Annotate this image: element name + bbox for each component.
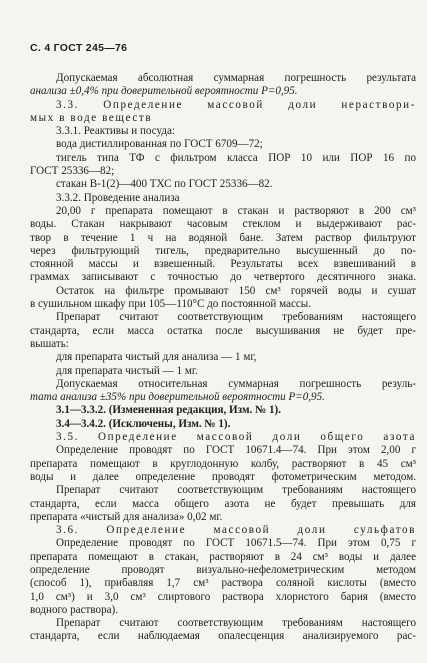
text-line: Определение проводят по ГОСТ 10671.5—74. При этом 0,75 г bbox=[56, 537, 416, 550]
text-line: твор в течение 1 ч на водяной бане. Затем раствор фильтруют bbox=[30, 231, 416, 244]
text-line: анализа ±0,4% при доверительной вероятности P=0,95. bbox=[30, 85, 298, 98]
text-line: в сушильном шкафу при 105—110°С до постоянной массы. bbox=[30, 298, 312, 311]
text-line: определение проводят визуально-нефелометрическим методом bbox=[30, 563, 416, 576]
document-body bbox=[30, 72, 416, 644]
text-line: ГОСТ 25336—82; bbox=[30, 165, 115, 178]
text-line: Препарат считают соответствующим требованиям настоящего bbox=[56, 617, 416, 630]
text-line: через фильтрующий тигель, предварительно высушенный до по- bbox=[30, 244, 416, 257]
text-line: 3.3.1. Реактивы и посуда: bbox=[56, 125, 175, 138]
text-line: (способ 1), прибавляя 1,7 см³ раствора соляной кислоты (вместо bbox=[30, 577, 416, 590]
text-line: препарата помещают в круглодонную колбу, растворяют в 45 см³ bbox=[30, 457, 416, 470]
text-line: стандарта, если масса остатка после высушивания не будет пре- bbox=[30, 324, 416, 337]
text-line: 3.6. Определение массовой доли сульфатов bbox=[56, 524, 416, 537]
text-line: стакан В-1(2)—400 ТХС по ГОСТ 25336—82. bbox=[56, 178, 273, 191]
text-line: вышать: bbox=[30, 337, 69, 350]
text-line: стандарта, если масса общего азота не будет превышать для bbox=[30, 497, 416, 510]
text-line: Определение проводят по ГОСТ 10671.4—74. При этом 2,00 г bbox=[56, 444, 416, 457]
text-line: Допускаемая абсолютная суммарная погрешность результата bbox=[56, 72, 416, 84]
text-line: Препарат считают соответствующим требованиям настоящего bbox=[56, 484, 416, 497]
text-line: вода дистиллированная по ГОСТ 6709—72; bbox=[56, 138, 263, 151]
text-line: 3.1—3.3.2. (Измененная редакция, Изм. № 1). bbox=[56, 404, 282, 417]
text-line: препарата помещают в стакан, растворяют в 24 см³ воды и далее bbox=[30, 550, 416, 563]
page-header: С. 4 ГОСТ 245—76 bbox=[30, 42, 128, 54]
text-line: 3.5. Определение массовой доли общего азота bbox=[56, 431, 416, 444]
text-line: тата анализа ±35% при доверительной вероятности P=0,95. bbox=[30, 391, 325, 404]
text-line: 3.4—3.4.2. (Исключены, Изм. № 1). bbox=[56, 417, 231, 430]
text-line: Препарат считают соответствующим требованиям настоящего bbox=[56, 311, 416, 324]
text-line: мых в воде веществ bbox=[30, 111, 153, 124]
text-line: стандарта, если наблюдаемая опалесценция анализируемого рас- bbox=[30, 630, 416, 643]
text-line: стоянной массы и взвешенный. Результаты всех взвешиваний в bbox=[30, 258, 416, 271]
text-line: Остаток на фильтре промывают 150 см³ горячей воды и сушат bbox=[56, 284, 416, 297]
text-line: препарата «чистый для анализа» 0,02 мг. bbox=[30, 510, 223, 523]
text-line: 3.3. Определение массовой доли нераствори- bbox=[56, 98, 416, 111]
text-line: для препарата чистый для анализа — 1 мг, bbox=[56, 351, 257, 364]
text-line: 1,0 см³) и 3,0 см³ слиртового раствора хлористого бария (вместо bbox=[30, 590, 416, 603]
text-line: воды и далее определение проводят фотометрическим методом. bbox=[30, 470, 416, 483]
text-line: для препарата чистый — 1 мг. bbox=[56, 364, 198, 377]
text-line: граммах записывают с точностью до четвертого десятичного знака. bbox=[30, 271, 416, 284]
text-line: тигель типа ТФ с фильтром класса ПОР 10 или ПОР 16 по bbox=[56, 151, 416, 164]
text-line: 20,00 г препарата помещают в стакан и растворяют в 200 см³ bbox=[56, 204, 416, 217]
text-line: 3.3.2. Проведение анализа bbox=[56, 191, 180, 204]
text-line: воды. Стакан накрывают часовым стеклом и выдерживают рас- bbox=[30, 218, 416, 231]
text-line: Допускаемая относительная суммарная погрешность резуль- bbox=[56, 377, 416, 390]
text-line: водного раствора). bbox=[30, 603, 119, 616]
